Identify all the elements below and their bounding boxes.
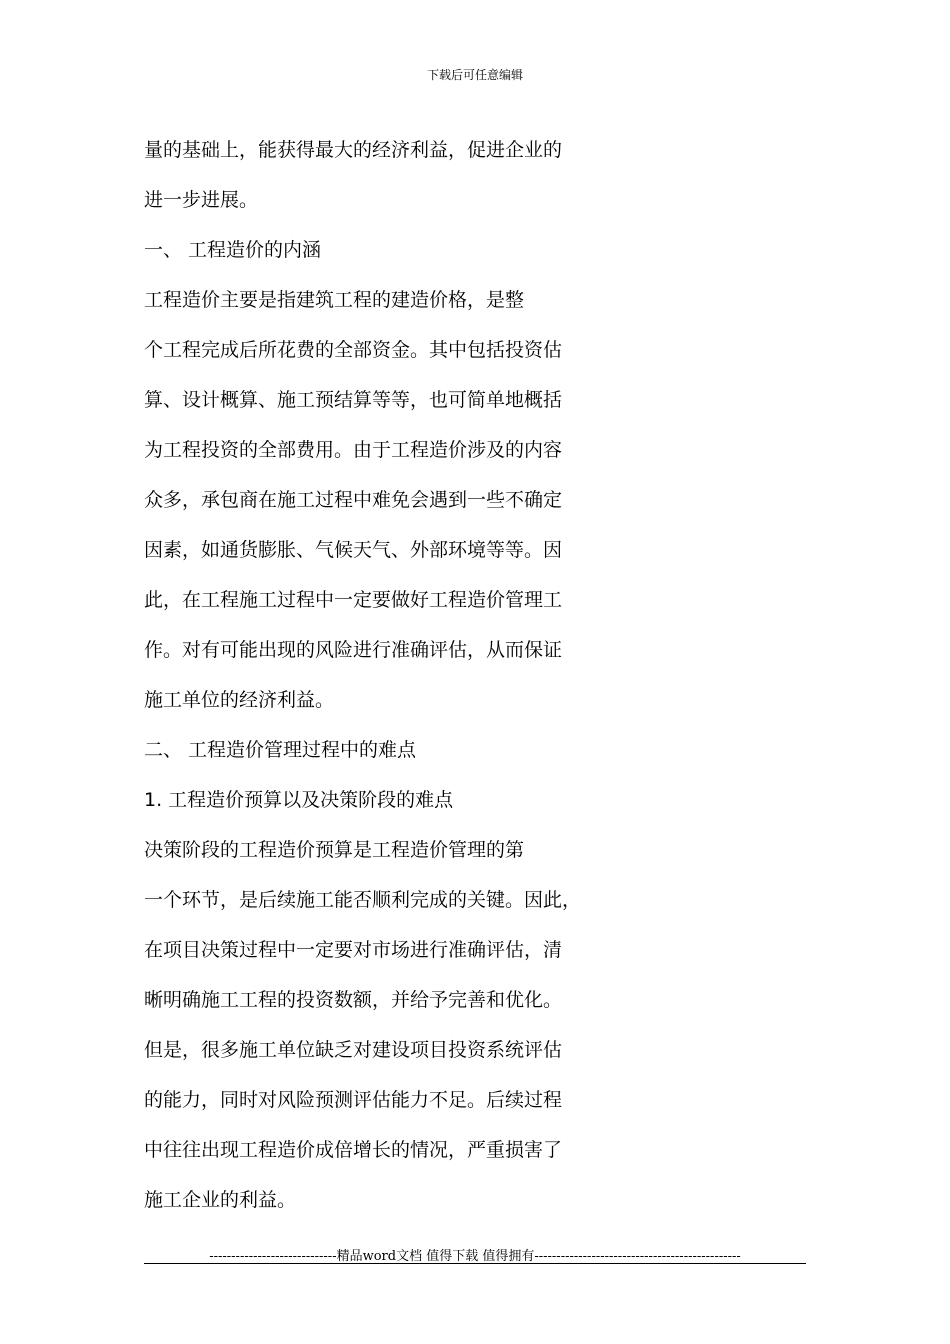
document-body (144, 131, 844, 1231)
body-line: 但是，很多施工单位缺乏对建设项目投资系统评估 (144, 1039, 563, 1061)
subsection-heading: 1. 工程造价预算以及决策阶段的难点 (144, 789, 454, 811)
section-heading: 二、 工程造价管理过程中的难点 (144, 739, 417, 761)
page-footer: -----------------------------精品word文档 值得下载 值得拥有----------------------------------------------- (209, 1249, 741, 1264)
body-line: 因素，如通货膨胀、气候天气、外部环境等等。因 (144, 539, 563, 561)
body-line: 量的基础上，能获得最大的经济利益，促进企业的 (144, 139, 563, 161)
body-line: 施工单位的经济利益。 (144, 689, 335, 711)
body-line: 在项目决策过程中一定要对市场进行准确评估，清 (144, 939, 563, 961)
footer-divider (144, 1263, 806, 1264)
page-header: 下载后可任意编辑 (426, 68, 523, 82)
body-line: 晰明确施工工程的投资数额，并给予完善和优化。 (144, 989, 563, 1011)
body-line: 的能力，同时对风险预测评估能力不足。后续过程 (144, 1089, 563, 1111)
body-line: 众多，承包商在施工过程中难免会遇到一些不确定 (144, 489, 563, 511)
body-line: 施工企业的利益。 (144, 1189, 297, 1211)
body-line: 算、设计概算、施工预结算等等，也可简单地概括 (144, 389, 563, 411)
body-line: 进一步进展。 (144, 189, 259, 211)
body-line: 为工程投资的全部费用。由于工程造价涉及的内容 (144, 439, 563, 461)
body-line: 中往往出现工程造价成倍增长的情况，严重损害了 (144, 1139, 563, 1161)
body-line: 个工程完成后所花费的全部资金。其中包括投资估 (144, 339, 563, 361)
body-line: 一个环节，是后续施工能否顺利完成的关键。因此， (144, 889, 582, 911)
section-heading: 一、 工程造价的内涵 (144, 239, 322, 261)
body-line: 作。对有可能出现的风险进行准确评估，从而保证 (144, 639, 563, 661)
body-line: 工程造价主要是指建筑工程的建造价格，是整 (144, 289, 525, 311)
body-line: 此，在工程施工过程中一定要做好工程造价管理工 (144, 589, 563, 611)
body-line: 决策阶段的工程造价预算是工程造价管理的第 (144, 839, 525, 861)
